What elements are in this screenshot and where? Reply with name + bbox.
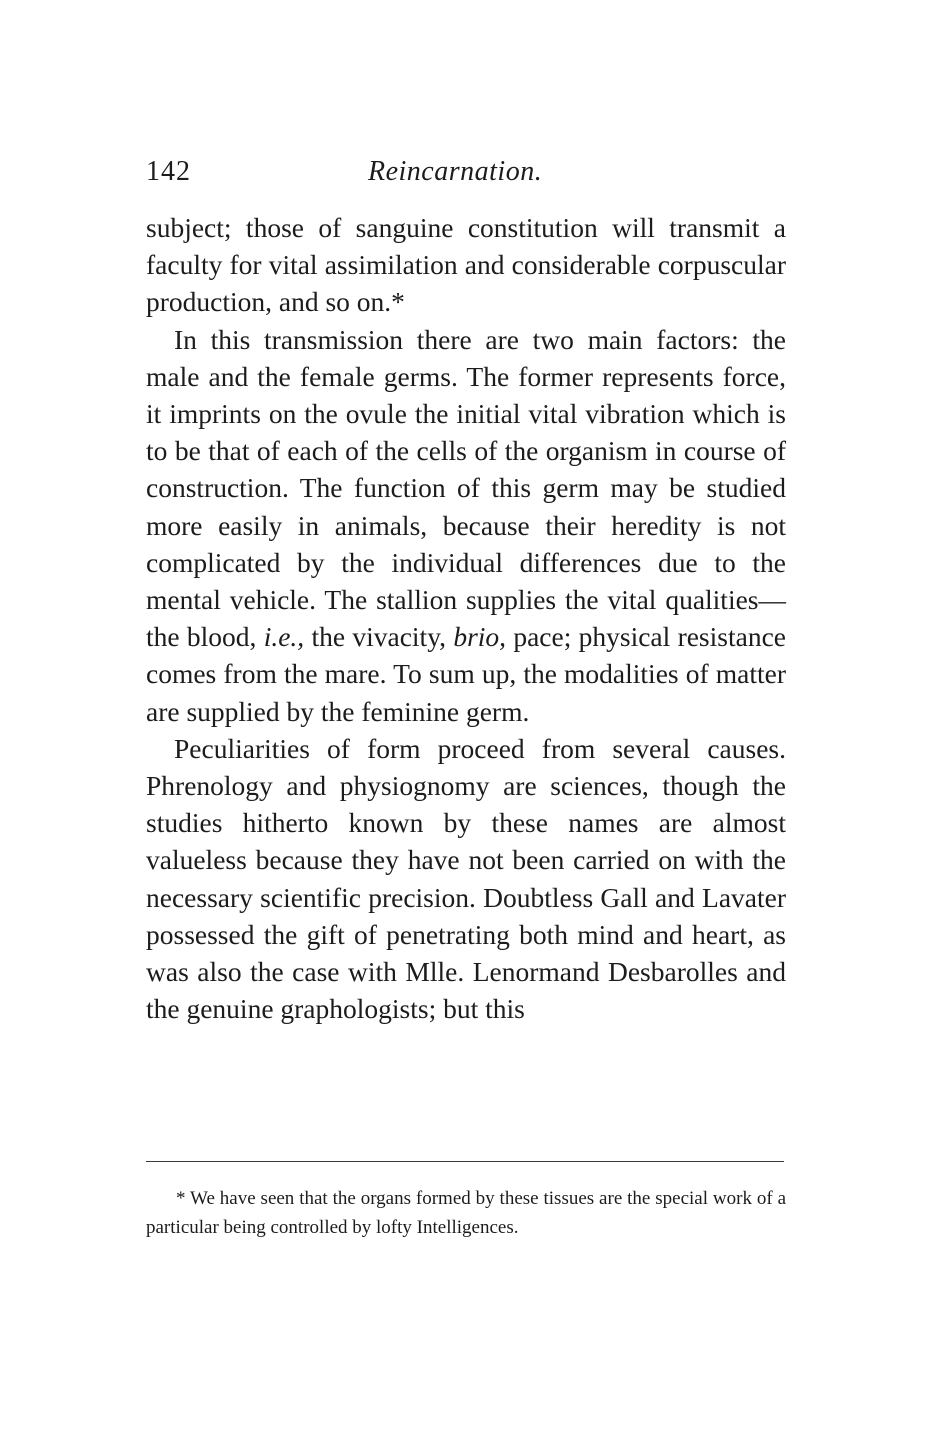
paragraph-3: Peculiarities of form proceed from several causes. Phrenology and physiognomy are sciences, though the studies hitherto known by these names are almost valueless because they have not been carried on with the necessary scientific precision. Doubtless Gall and Lavater possessed the gift of penetrating both mind and heart, as was also the case with Mlle. Lenormand Desbarolles and the genuine graphologists; but this (146, 732, 786, 1025)
paragraph-2 (146, 321, 786, 730)
paragraph-2-ie: i.e., (263, 621, 305, 653)
footnote-text: * We have seen that the organs formed by these tissues are the special work of a particular being controlled by lofty Intelligences. (146, 1188, 786, 1238)
running-title: Reincarnation. (368, 156, 543, 187)
paragraph-2-part-c: pace; physical resistance comes from the mare. To sum up, the modalities of matter are supplied by the feminine germ. (146, 621, 786, 727)
body-text (146, 209, 786, 1027)
paragraph-2-part-a: In this transmission there are two main factors: the male and the female germs. The former represents force, it imprints on the ovule the initial vital vibration which is to be that of each of the cells of the organism in course of construction. The function of this germ may be studied more easily in animals, because their heredity is not complicated by the individual differences due to the mental vehicle. The stallion supplies the vital qualities—the blood, (146, 323, 786, 653)
paragraph-2-part-b: the vivacity, (304, 621, 454, 653)
paragraph-2-brio: brio, (453, 621, 507, 653)
footnote-rule (146, 1161, 784, 1162)
footnote (146, 1184, 786, 1242)
running-head (146, 152, 786, 192)
page-number: 142 (146, 156, 191, 187)
paragraph-1: subject; those of sanguine constitution will transmit a faculty for vital assimilation and considerable corpuscular production, and so on.* (146, 212, 786, 318)
